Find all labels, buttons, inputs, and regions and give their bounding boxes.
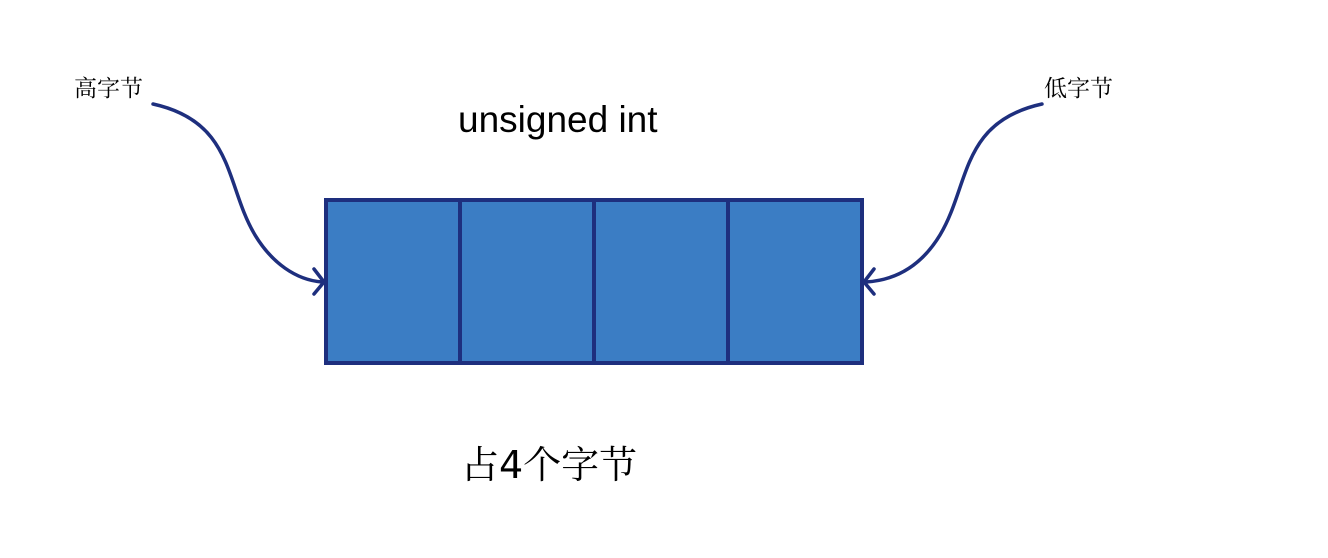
byte-cell-1 <box>326 200 460 363</box>
byte-cell-2 <box>460 200 594 363</box>
byte-cell-3 <box>594 200 728 363</box>
byte-cells <box>326 200 862 363</box>
low-byte-arrow-curve <box>866 104 1042 282</box>
high-byte-arrow-curve <box>153 104 322 282</box>
size-label: 占4个字节 <box>461 443 638 487</box>
byte-cell-4 <box>728 200 862 363</box>
low-byte-label: 低字节 <box>1044 76 1113 102</box>
high-byte-label: 高字节 <box>74 76 143 102</box>
type-title: unsigned int <box>458 99 658 140</box>
